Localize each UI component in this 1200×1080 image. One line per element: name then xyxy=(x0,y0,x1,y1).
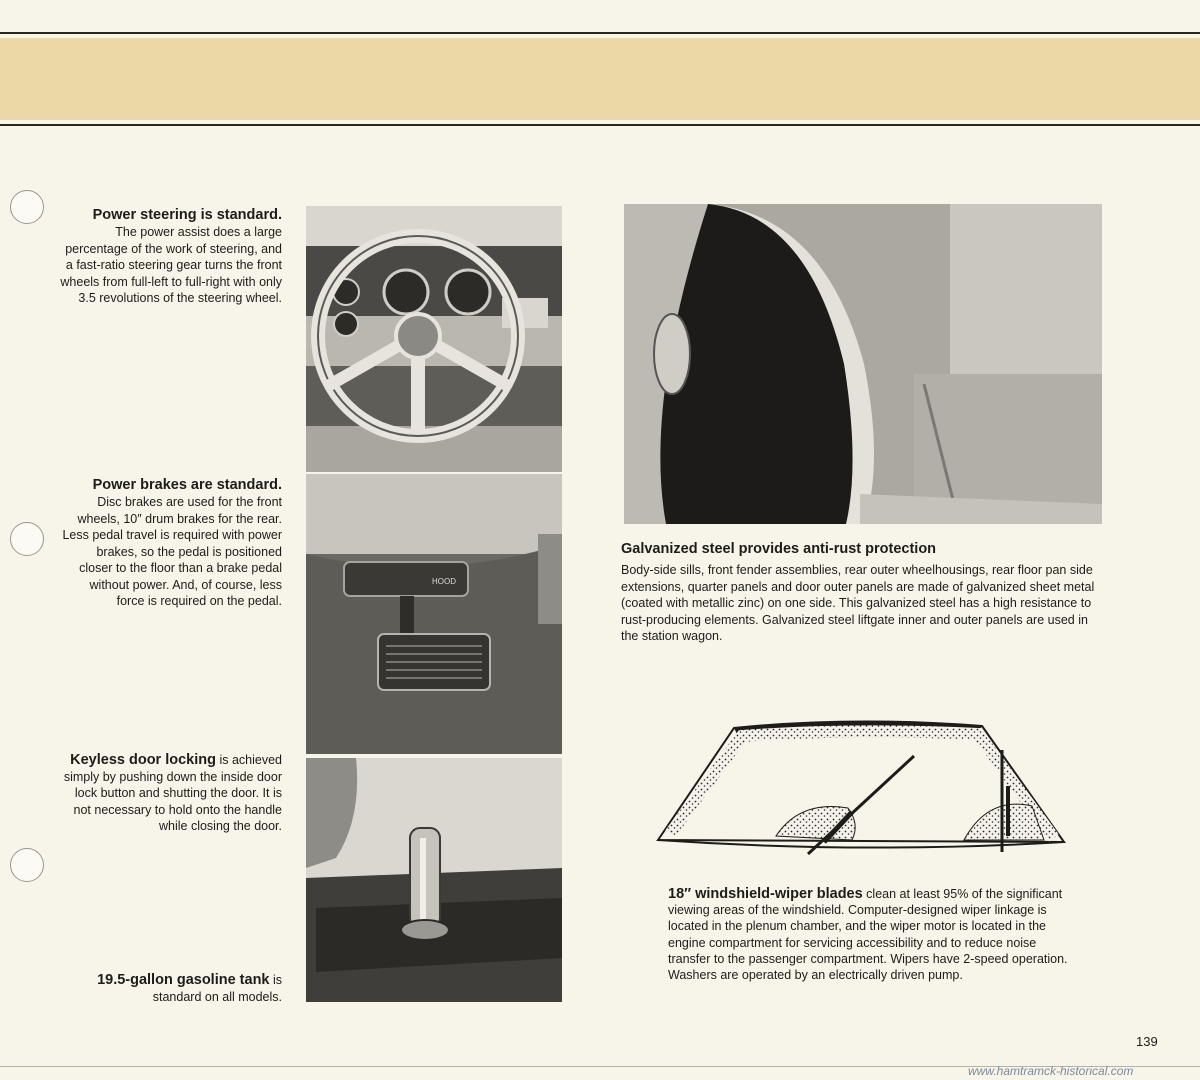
power-brakes-body: Disc brakes are used for the front wheels, 10″ drum brakes for the rear. Less pedal travel is required with power brakes, so the pedal is positioned closer to the floor than a brake pedal without power. And, of course, less force is required on the pedal. xyxy=(62,495,282,608)
galvanized-steel-block xyxy=(621,540,1101,645)
binder-hole-top xyxy=(10,190,44,224)
power-brakes-block xyxy=(60,476,282,610)
gas-tank-body: is standard on all models. xyxy=(152,973,282,1004)
band-bottom-rule xyxy=(0,124,1200,126)
galvanized-steel-photo xyxy=(624,204,1102,524)
galvanized-steel-heading: Galvanized steel provides anti-rust protection xyxy=(621,541,937,557)
watermark: www.hamtramck-historical.com xyxy=(968,1064,1134,1078)
windshield-wiper-heading: 18″ windshield-wiper blades xyxy=(668,886,863,902)
door-lock-photo xyxy=(306,758,562,1002)
windshield-wiper-block xyxy=(668,886,1068,983)
windshield-wiper-diagram xyxy=(652,716,1070,866)
galvanized-steel-body: Body-side sills, front fender assemblies, rear outer wheelhousings, rear floor pan side extensions, quarter panels and door outer panels are made of galvanized sheet metal (coated with metallic zinc) on one side. This galvanized steel has a high resistance to rust-producing elements. Galvanized steel liftgate inner and outer panels are used in the station wagon. xyxy=(621,563,1095,643)
band-top-rule xyxy=(0,32,1200,34)
binder-hole-bottom xyxy=(10,848,44,882)
steering-wheel-photo xyxy=(306,206,562,472)
hood-release-label: HOOD xyxy=(432,577,456,586)
gas-tank-block xyxy=(60,972,282,1005)
keyless-locking-body: is achieved simply by pushing down the inside door lock button and shutting the door. It is not necessary to hold onto the handle while closing the door. xyxy=(63,753,282,833)
binder-hole-middle xyxy=(10,522,44,556)
header-band xyxy=(0,38,1200,120)
power-brakes-heading: Power brakes are standard. xyxy=(92,477,282,493)
keyless-locking-heading: Keyless door locking xyxy=(70,752,216,768)
page-number: 139 xyxy=(1136,1034,1158,1049)
power-steering-block xyxy=(60,206,282,307)
gas-tank-heading: 19.5-gallon gasoline tank xyxy=(97,972,270,988)
windshield-wiper-body: clean at least 95% of the significant viewing areas of the windshield. Computer-designed wiper linkage is located in the plenum chamber, and the wiper motor is located in the engine compartment for servicing accessibility and to reduce noise transfer to the passenger compartment. Wipers have 2-speed operation. Washers are operated by an electrically driven pump. xyxy=(668,887,1068,983)
power-steering-heading: Power steering is standard. xyxy=(92,207,282,223)
brake-pedal-photo xyxy=(306,474,562,754)
keyless-locking-block xyxy=(60,752,282,835)
power-steering-body: The power assist does a large percentage of the work of steering, and a fast-ratio steering gear turns the front wheels from full-left to full-right with only 3.5 revolutions of the steering wheel. xyxy=(60,225,282,305)
